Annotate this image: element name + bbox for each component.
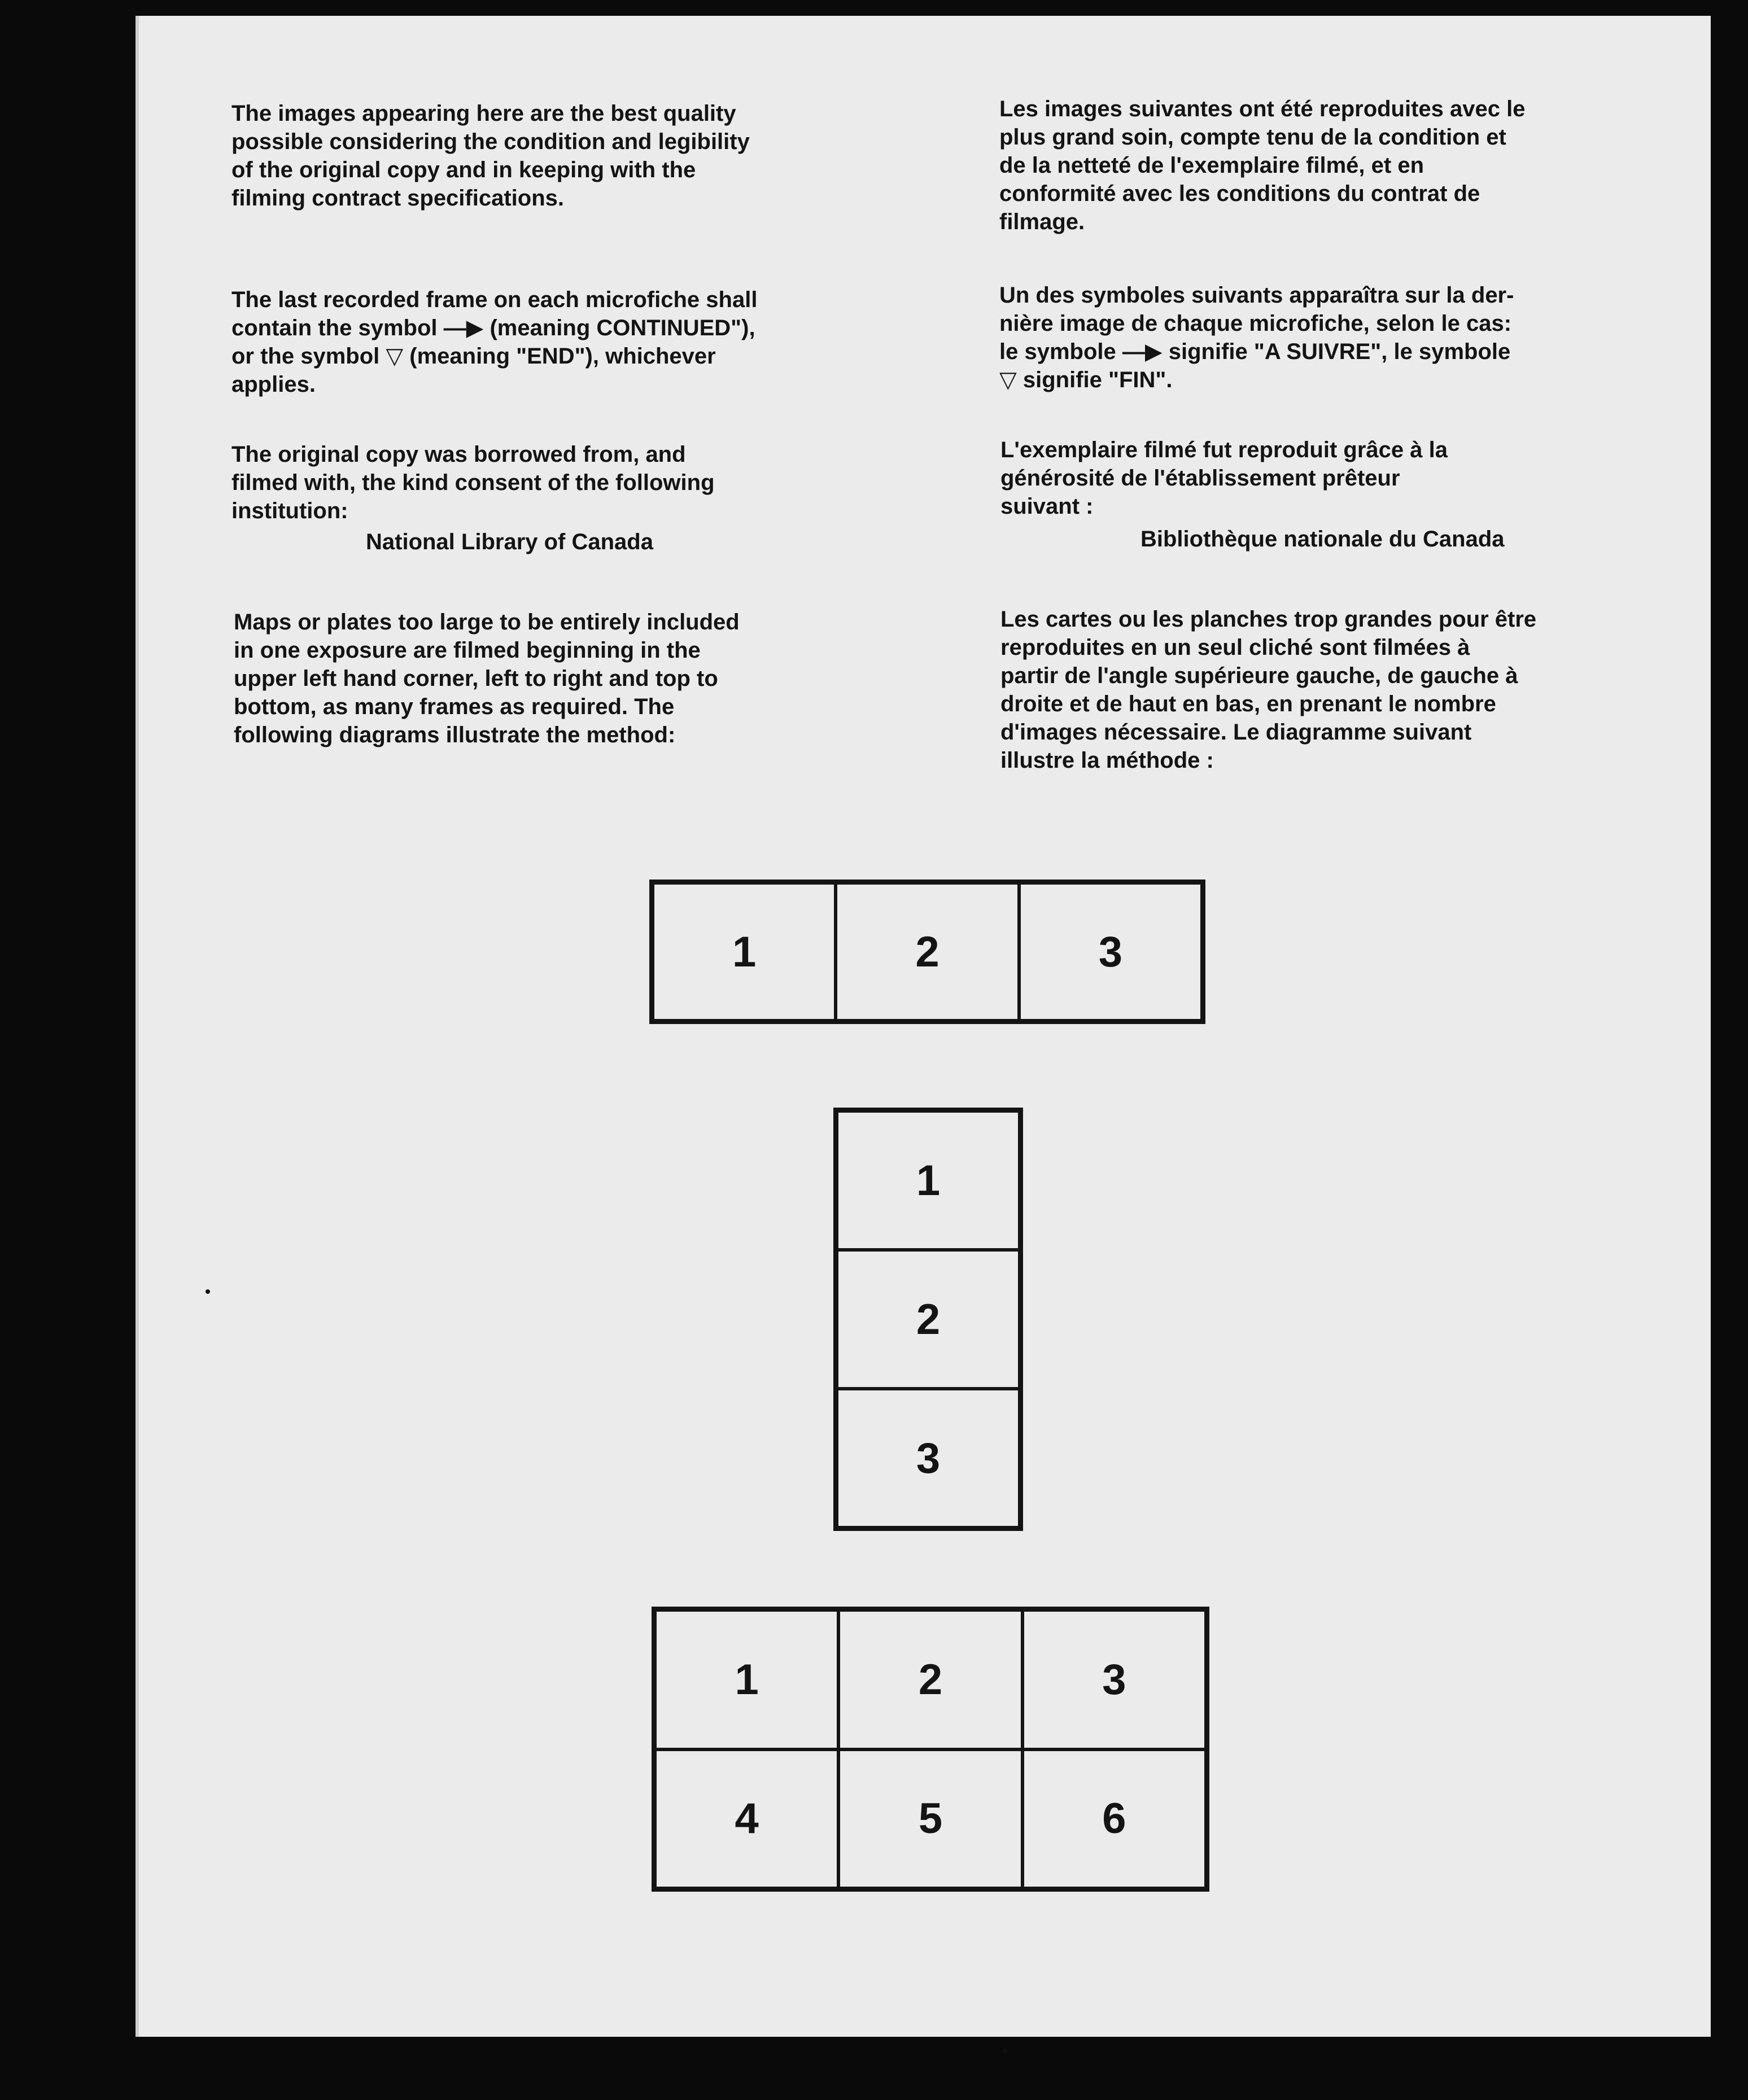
diagram-row-of-three — [649, 880, 1205, 1024]
english-institution-name: National Library of Canada — [366, 530, 653, 554]
frame-cell: 1 — [655, 1610, 838, 1749]
diagram-column-of-three — [833, 1108, 1023, 1531]
diagram-grid-of-six — [652, 1607, 1209, 1892]
frame-cell: 1 — [653, 883, 836, 1021]
frame-cell: 2 — [837, 1250, 1020, 1389]
scan-speck — [206, 1289, 210, 1294]
scan-speck — [1003, 2049, 1007, 2054]
frame-cell: 3 — [1019, 883, 1202, 1021]
french-borrowed-paragraph: L'exemplaire filmé fut reproduit grâce à la générosité de l'établissement prêteur suivant : — [1000, 438, 1448, 519]
frame-cell: 3 — [1022, 1610, 1206, 1749]
frame-cell: 3 — [837, 1389, 1020, 1528]
frame-cell: 6 — [1022, 1749, 1206, 1889]
frame-cell: 2 — [838, 1610, 1022, 1749]
frame-cell: 2 — [836, 883, 1019, 1021]
frame-cell: 1 — [837, 1111, 1020, 1250]
english-quality-paragraph: The images appearing here are the best quality possible considering the condition and legibility of the original copy and in keeping with the filming contract specifications. — [231, 101, 750, 211]
french-quality-paragraph: Les images suivantes ont été reproduites avec le plus grand soin, compte tenu de la condition et de la netteté de l'exemplaire filmé, et en conformité avec les conditions du contrat de filmage. — [999, 97, 1526, 234]
english-symbol-paragraph: The last recorded frame on each microfiche shall contain the symbol —▶ (meaning CONTINUED"), or the symbol ▽ (meaning "END"), whichever applies. — [231, 287, 758, 397]
english-maps-paragraph: Maps or plates too large to be entirely included in one exposure are filmed beginning in the upper left hand corner, left to right and top to bottom, as many frames as required. The following diagrams illustrate the method: — [234, 610, 740, 747]
frame-cell: 5 — [838, 1749, 1022, 1889]
french-symbol-paragraph: Un des symboles suivants apparaîtra sur la der- nière image de chaque microfiche, selon le cas: le symbole —▶ signifie "A SUIVRE", le symbole ▽ signifie "FIN". — [999, 283, 1514, 392]
french-institution-name: Bibliothèque nationale du Canada — [1140, 527, 1505, 552]
french-maps-paragraph: Les cartes ou les planches trop grandes pour être reproduites en un seul cliché sont filmées à partir de l'angle supérieure gauche, de gauche à droite et de haut en bas, en prenant le nombre d'images nécessaire. Le diagramme suivant illustre la méthode : — [1000, 607, 1537, 773]
frame-cell: 4 — [655, 1749, 838, 1889]
english-borrowed-paragraph: The original copy was borrowed from, and filmed with, the kind consent of the following institution: — [231, 442, 715, 523]
page-fold — [136, 16, 139, 2037]
